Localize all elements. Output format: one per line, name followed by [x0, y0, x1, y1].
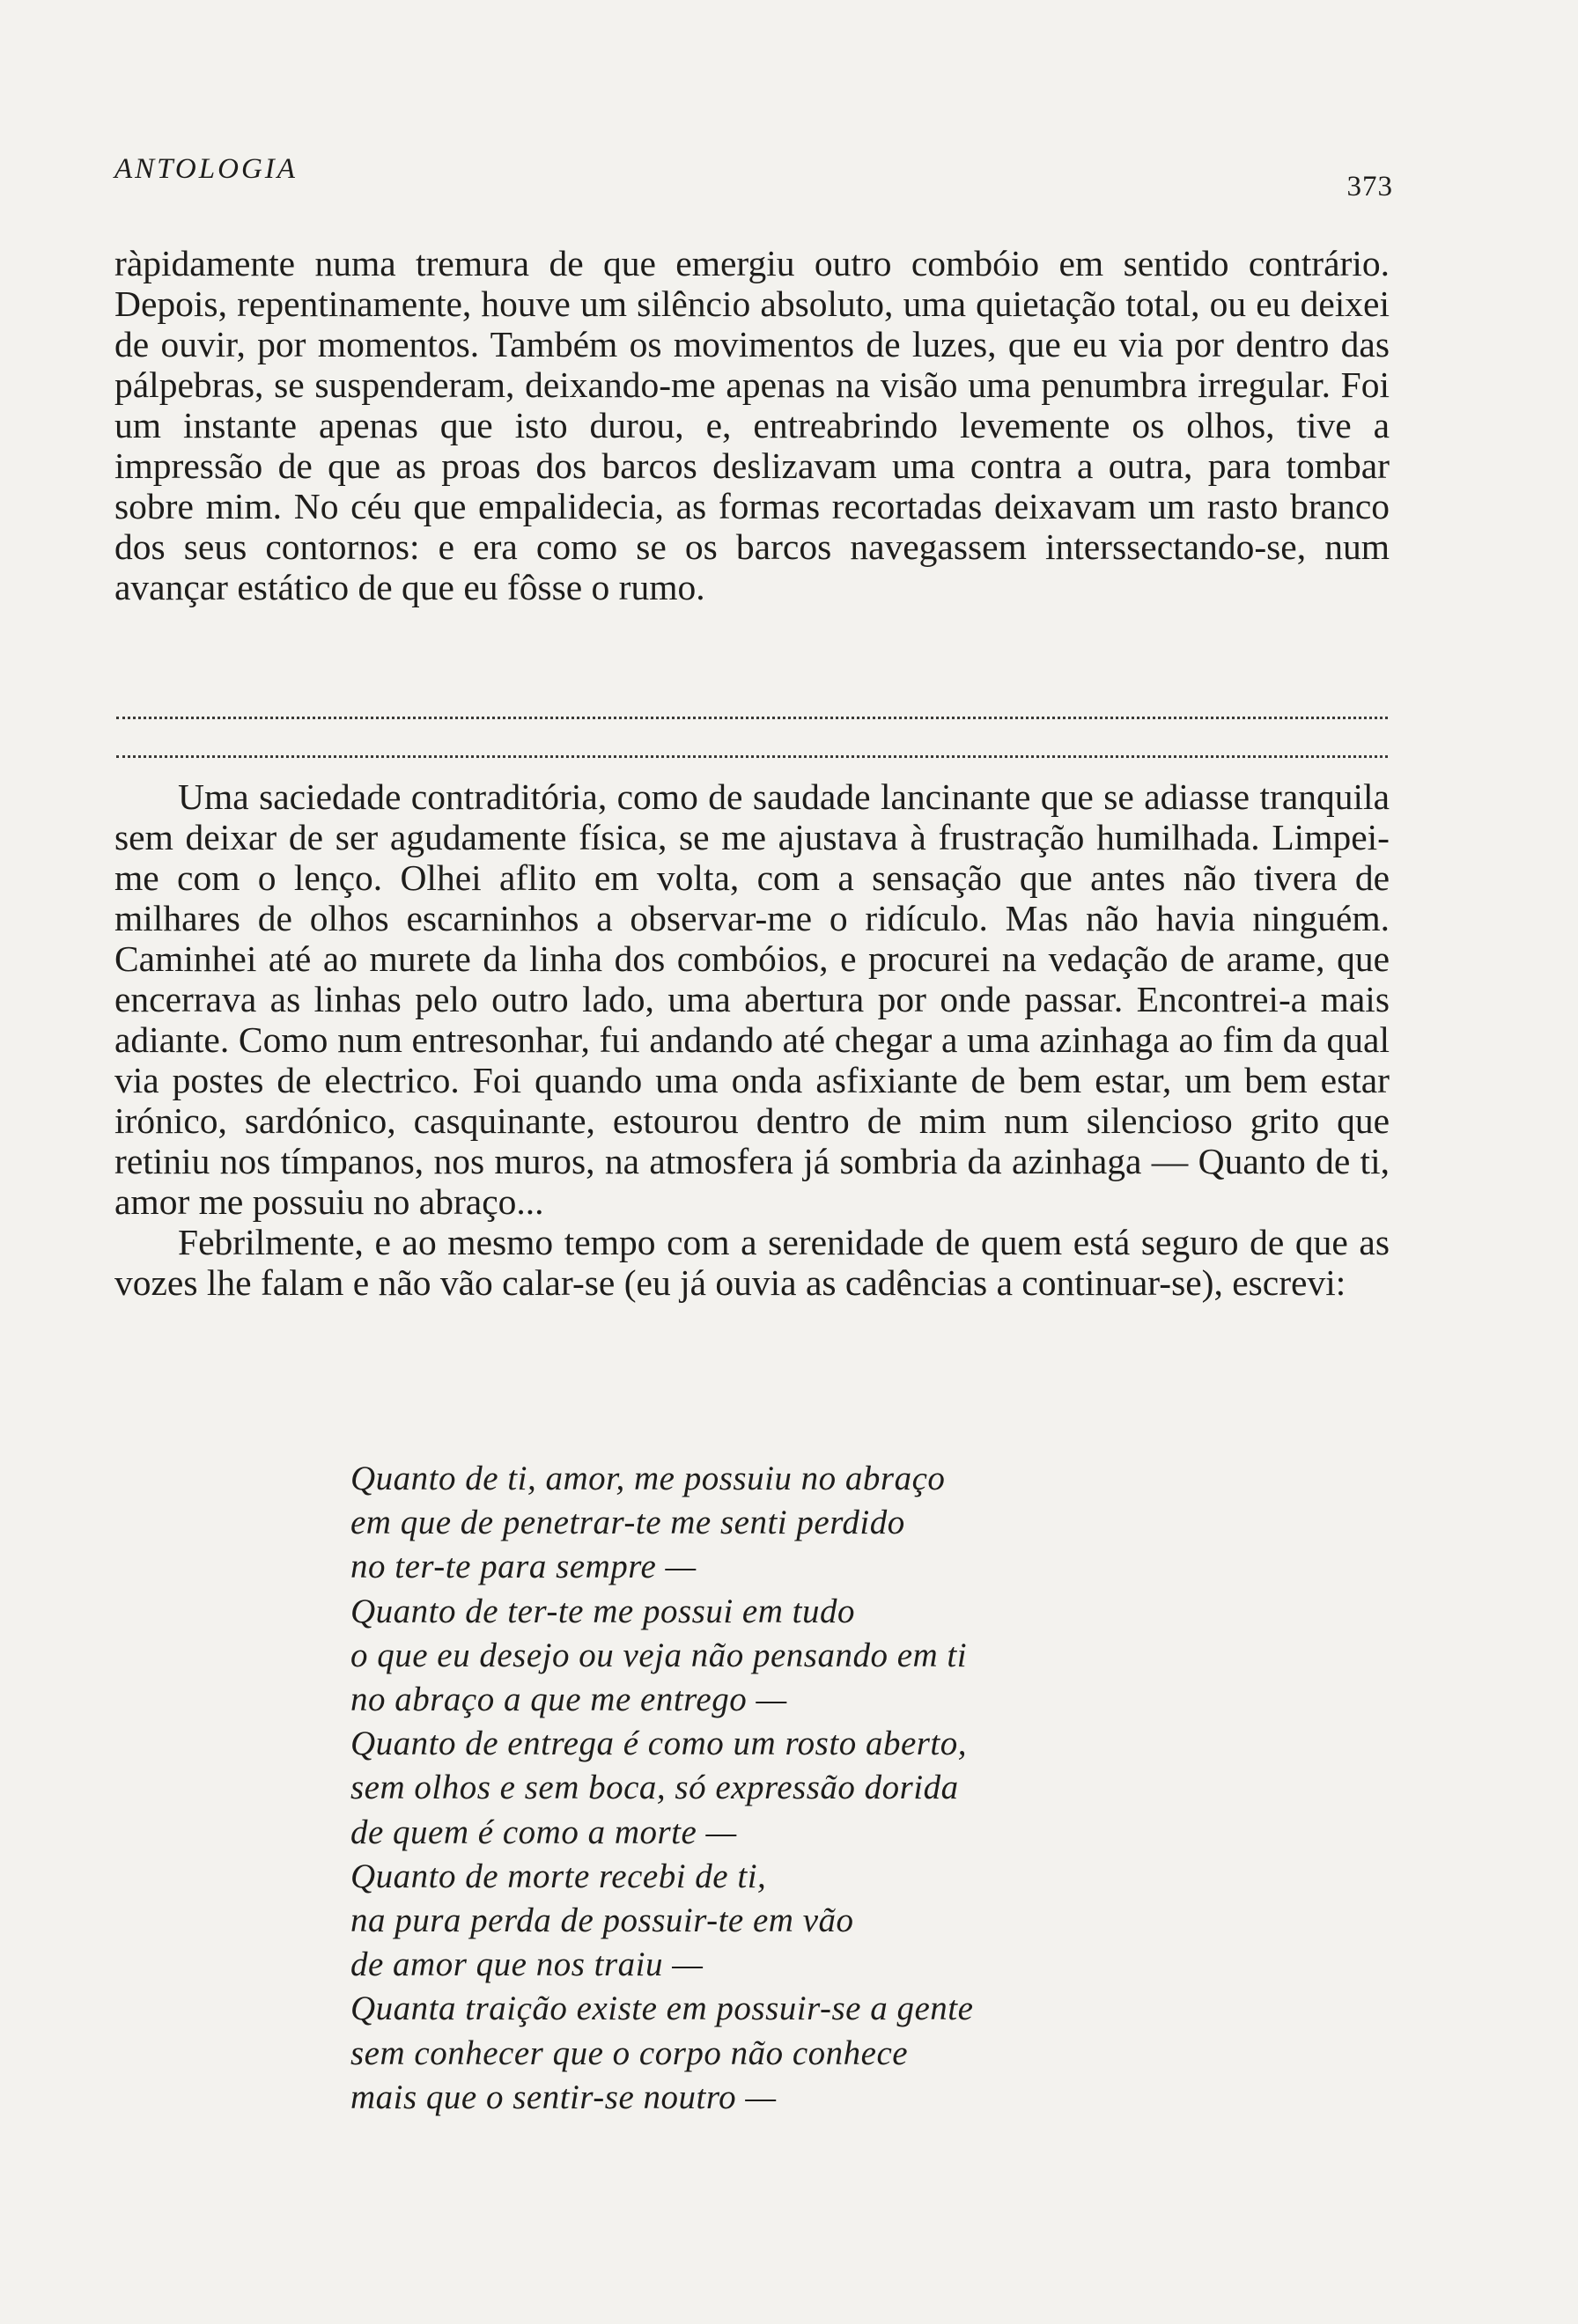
paragraph: Febrilmente, e ao mesmo tempo com a serenidade de quem está seguro de que as vozes lhe falam e não vão calar-se (eu já ouvia as cadências a continuar-se), escrevi: — [114, 1222, 1390, 1303]
paragraph: ràpidamente numa tremura de que emergiu outro combóio em sentido contrário. Depois, repentinamente, houve um silêncio absoluto, uma quietação total, ou eu deixei de ouvir, por momentos. Também os movimentos de luzes, que eu via por dentro das pálpebras, se suspenderam, deixando-me apenas na visão uma penumbra irregular. Foi um instante apenas que isto durou, e, entreabrindo levemente os olhos, tive a impressão de que as proas dos barcos deslizavam uma contra a outra, para tombar sobre mim. No céu que empalidecia, as formas recortadas deixavam um rasto branco dos seus contornos: e era como se os barcos navegassem interssectando-se, num avançar estático de que eu fôsse o rumo. — [114, 243, 1390, 607]
dotted-separator — [116, 717, 1388, 719]
poem-line: no ter-te para sempre — — [350, 1548, 697, 1586]
prose-block-top — [114, 243, 1390, 607]
poem-line: de amor que nos traiu — — [350, 1945, 704, 1984]
poem-line: no abraço a que me entrego — — [350, 1680, 787, 1719]
running-head: ANTOLOGIA — [114, 153, 298, 185]
poem-line: em que de penetrar-te me senti perdido — [350, 1504, 905, 1542]
poem-line: Quanto de ter-te me possui em tudo — [350, 1592, 855, 1630]
poem-line: Quanto de entrega é como um rosto aberto, — [350, 1725, 968, 1763]
poem-line: Quanta traição existe em possuir-se a gente — [350, 1989, 974, 2028]
page-number: 373 — [1346, 171, 1393, 202]
poem-line: o que eu desejo ou veja não pensando em ti — [350, 1636, 968, 1674]
poem-line: na pura perda de possuir-te em vão — [350, 1901, 854, 1940]
poem-line: Quanto de ti, amor, me possuiu no abraço — [350, 1460, 946, 1497]
dotted-separator — [116, 755, 1388, 758]
prose-block-bottom — [114, 776, 1390, 1303]
poem-line: de quem é como a morte — — [350, 1813, 737, 1851]
paragraph: Uma saciedade contraditória, como de saudade lancinante que se adiasse tranquila sem deixar de ser agudamente física, se me ajustava à frustração humilhada. Limpei-me com o lenço. Olhei aflito em volta, com a sensação que antes não tivera de milhares de olhos escarninhos a observar-me o ridículo. Mas não havia ninguém. Caminhei até ao murete da linha dos combóios, e procurei na vedação de arame, que encerrava as linhas pelo outro lado, uma abertura por onde passar. Encontrei-a mais adiante. Como num entresonhar, fui andando até chegar a uma azinhaga ao fim da qual via postes de electrico. Foi quando uma onda asfixiante de bem estar, um bem estar irónico, sardónico, casquinante, estourou dentro de mim num silencioso grito que retiniu nos tímpanos, nos muros, na atmosfera já sombria da azinhaga — Quanto de ti, amor me possuiu no abraço... — [114, 776, 1390, 1222]
poem-line: Quanto de morte recebi de ti, — [350, 1857, 767, 1895]
poem-line: mais que o sentir-se noutro — — [350, 2078, 777, 2116]
poem-line: sem olhos e sem boca, só expressão dorida — [350, 1769, 959, 1807]
poem-line: sem conhecer que o corpo não conhece — [350, 2034, 909, 2072]
poem — [350, 1457, 973, 2120]
